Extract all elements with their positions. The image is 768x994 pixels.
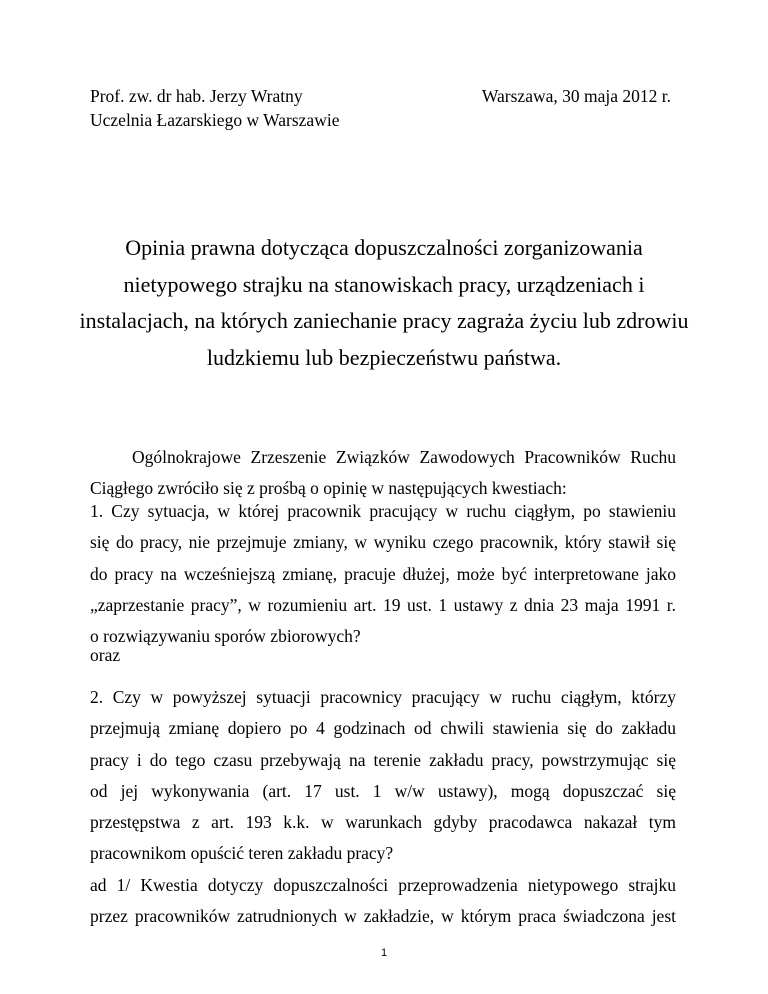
question-2-paragraph <box>90 682 676 870</box>
paragraph-line: pracy i do tego czasu przebywają na terenie zakładu pracy, powstrzymując się <box>90 749 676 770</box>
author-affiliation: Uczelnia Łazarskiego w Warszawie <box>90 110 340 130</box>
paragraph-line: 1. Czy sytuacja, w której pracownik pracujący w ruchu ciągłym, po stawieniu <box>90 501 676 521</box>
paragraph-line: do pracy na wcześniejszą zmianę, pracuje dłużej, może być interpretowane jako <box>90 563 676 584</box>
paragraph-line: się do pracy, nie przejmuje zmiany, w wyniku czego pracownik, który stawił się <box>90 532 676 553</box>
place-date: Warszawa, 30 maja 2012 r. <box>481 86 671 106</box>
document-title <box>0 230 768 376</box>
paragraph-line: o rozwiązywaniu sporów zbiorowych? <box>90 626 361 647</box>
author-name: Prof. zw. dr hab. Jerzy Wratny <box>90 86 303 106</box>
paragraph-line: pracownikom opuścić teren zakładu pracy? <box>90 843 394 864</box>
connector-text <box>90 640 676 671</box>
title-line: nietypowego strajku na stanowiskach pracy, urządzeniach i <box>123 271 645 297</box>
page-number: 1 <box>380 947 388 959</box>
paragraph-line: 2. Czy w powyższej sytuacji pracownicy pracujący w ruchu ciągłym, którzy <box>90 687 676 707</box>
question-1-paragraph <box>90 496 676 652</box>
paragraph-line: „zaprzestanie pracy”, w rozumieniu art. 19 ust. 1 ustawy z dnia 23 maja 1991 r. <box>90 594 676 615</box>
paragraph-line: od jej wykonywania (art. 17 ust. 1 w/w ustawy), mogą dopuszczać się <box>90 780 676 801</box>
answer-1-paragraph <box>90 870 676 933</box>
paragraph-line: przejmują zmianę dopiero po 4 godzinach od chwili stawienia się do zakładu <box>90 718 676 739</box>
title-line: Opinia prawna dotycząca dopuszczalności zorganizowania <box>125 235 643 260</box>
title-line: ludzkiemu lub bezpieczeństwu państwa. <box>206 344 562 370</box>
title-line: instalacjach, na których zaniechanie pracy zagraża życiu lub zdrowiu <box>79 308 689 333</box>
paragraph-line: Ogólnokrajowe Zrzeszenie Związków Zawodowych Pracowników Ruchu <box>132 447 676 467</box>
paragraph-line: oraz <box>90 645 121 665</box>
paragraph-line: Ciągłego zwróciło się z prośbą o opinię w następujących kwestiach: <box>90 478 567 499</box>
paragraph-line: przestępstwa z art. 193 k.k. w warunkach gdyby pracodawca nakazał tym <box>90 812 676 833</box>
paragraph-line: przez pracowników zatrudnionych w zakładzie, w którym praca świadczona jest <box>90 906 676 927</box>
paragraph-line: ad 1/ Kwestia dotyczy dopuszczalności przeprowadzenia nietypowego strajku <box>90 875 676 895</box>
